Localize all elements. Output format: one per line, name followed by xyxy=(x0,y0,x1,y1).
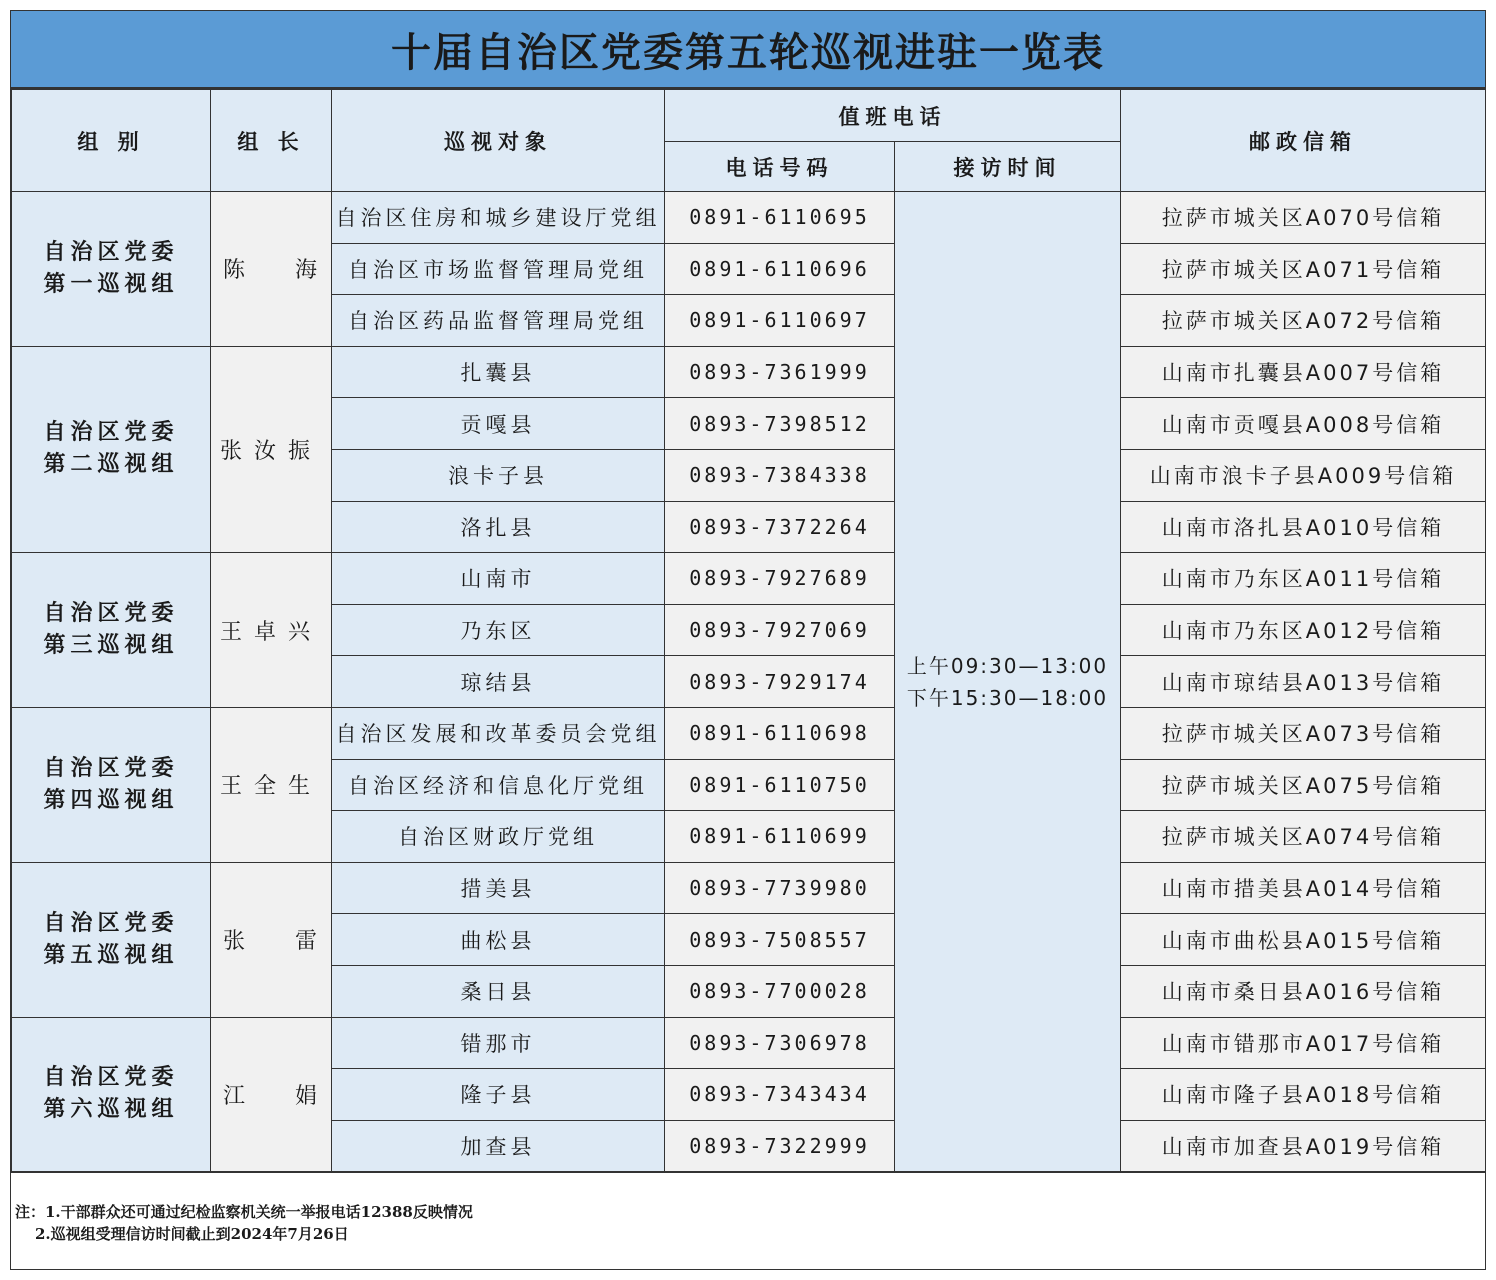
group-leader-char: 陈 xyxy=(223,258,246,284)
mailbox: 拉萨市城关区A072号信箱 xyxy=(1121,295,1486,347)
inspection-target: 措美县 xyxy=(332,862,665,914)
table-row xyxy=(12,707,1486,759)
group-name-line1: 自治区党委 xyxy=(43,910,179,936)
phone-number: 0893-7508557 xyxy=(665,914,895,966)
group-name-line2: 第一巡视组 xyxy=(43,271,179,297)
inspection-target: 加查县 xyxy=(332,1120,665,1172)
phone-number: 0893-7929174 xyxy=(665,656,895,708)
phone-number: 0893-7398512 xyxy=(665,398,895,450)
inspection-table xyxy=(11,89,1486,1172)
group-name-line2: 第三巡视组 xyxy=(43,633,179,659)
mailbox: 山南市浪卡子县A009号信箱 xyxy=(1121,449,1486,501)
inspection-target: 自治区住房和城乡建设厅党组 xyxy=(332,192,665,244)
mailbox: 山南市乃东区A012号信箱 xyxy=(1121,604,1486,656)
table-row xyxy=(12,553,1486,605)
group-leader: 王卓兴 xyxy=(211,553,332,708)
note-2: 2.巡视组受理信访时间截止到2024年7月26日 xyxy=(35,1225,349,1243)
group-leader xyxy=(211,862,332,1017)
header-visit-time: 接访时间 xyxy=(895,142,1121,192)
group-name-line1: 自治区党委 xyxy=(43,755,179,781)
group-name xyxy=(12,346,211,552)
mailbox: 山南市桑日县A016号信箱 xyxy=(1121,965,1486,1017)
phone-number: 0893-7739980 xyxy=(665,862,895,914)
group-name-line2: 第二巡视组 xyxy=(43,452,179,478)
mailbox: 山南市乃东区A011号信箱 xyxy=(1121,553,1486,605)
group-name xyxy=(12,862,211,1017)
group-leader-char: 雷 xyxy=(294,929,317,955)
group-leader: 张汝振 xyxy=(211,346,332,552)
header-leader: 组 长 xyxy=(211,90,332,192)
group-leader-char: 娟 xyxy=(294,1083,317,1109)
title-bar xyxy=(11,11,1485,89)
phone-number: 0893-7306978 xyxy=(665,1017,895,1069)
phone-number: 0891-6110699 xyxy=(665,811,895,863)
inspection-target: 自治区市场监督管理局党组 xyxy=(332,243,665,295)
phone-number: 0893-7927689 xyxy=(665,553,895,605)
phone-number: 0893-7343434 xyxy=(665,1069,895,1121)
mailbox: 拉萨市城关区A074号信箱 xyxy=(1121,811,1486,863)
phone-number: 0891-6110695 xyxy=(665,192,895,244)
inspection-target: 乃东区 xyxy=(332,604,665,656)
group-name-line1: 自治区党委 xyxy=(43,601,179,627)
phone-number: 0893-7384338 xyxy=(665,449,895,501)
mailbox: 山南市曲松县A015号信箱 xyxy=(1121,914,1486,966)
phone-number: 0891-6110698 xyxy=(665,707,895,759)
group-name xyxy=(12,707,211,862)
group-name xyxy=(12,553,211,708)
page-title: 十届自治区党委第五轮巡视进驻一览表 xyxy=(391,28,1105,76)
table-row xyxy=(12,346,1486,398)
table-row xyxy=(12,862,1486,914)
group-name xyxy=(12,192,211,347)
table-row xyxy=(12,192,1486,244)
group-leader-name xyxy=(211,253,331,284)
group-name-line1: 自治区党委 xyxy=(43,420,179,446)
header-group: 组 别 xyxy=(12,90,211,192)
mailbox: 山南市琼结县A013号信箱 xyxy=(1121,656,1486,708)
visit-time-morning: 上午09:30—13:00 xyxy=(906,653,1109,678)
mailbox: 山南市错那市A017号信箱 xyxy=(1121,1017,1486,1069)
mailbox: 拉萨市城关区A075号信箱 xyxy=(1121,759,1486,811)
inspection-target: 曲松县 xyxy=(332,914,665,966)
visit-time-afternoon: 下午15:30—18:00 xyxy=(906,685,1109,710)
group-name-line2: 第四巡视组 xyxy=(43,787,179,813)
inspection-target: 自治区经济和信息化厅党组 xyxy=(332,759,665,811)
phone-number: 0893-7372264 xyxy=(665,501,895,553)
group-name xyxy=(12,1017,211,1172)
inspection-target: 琼结县 xyxy=(332,656,665,708)
inspection-target: 贡嘎县 xyxy=(332,398,665,450)
group-leader: 王全生 xyxy=(211,707,332,862)
mailbox: 拉萨市城关区A071号信箱 xyxy=(1121,243,1486,295)
phone-number: 0893-7927069 xyxy=(665,604,895,656)
group-name-line1: 自治区党委 xyxy=(43,1065,179,1091)
document-frame xyxy=(10,10,1486,1270)
group-name-line1: 自治区党委 xyxy=(43,239,179,265)
header-phone-number: 电话号码 xyxy=(665,142,895,192)
phone-number: 0893-7700028 xyxy=(665,965,895,1017)
mailbox: 山南市隆子县A018号信箱 xyxy=(1121,1069,1486,1121)
group-leader xyxy=(211,192,332,347)
phone-number: 0893-7322999 xyxy=(665,1120,895,1172)
group-leader-char: 张 xyxy=(223,929,246,955)
header-duty-phone: 值班电话 xyxy=(665,90,1121,142)
note-1: 注：1.干部群众还可通过纪检监察机关统一举报电话12388反映情况 xyxy=(15,1203,473,1221)
table-body xyxy=(12,192,1486,1172)
inspection-target: 错那市 xyxy=(332,1017,665,1069)
group-name-line2: 第六巡视组 xyxy=(43,1097,179,1123)
mailbox: 山南市贡嘎县A008号信箱 xyxy=(1121,398,1486,450)
inspection-target: 自治区发展和改革委员会党组 xyxy=(332,707,665,759)
inspection-target: 桑日县 xyxy=(332,965,665,1017)
group-leader-char: 江 xyxy=(223,1083,246,1109)
inspection-target: 浪卡子县 xyxy=(332,449,665,501)
mailbox: 山南市加查县A019号信箱 xyxy=(1121,1120,1486,1172)
phone-number: 0891-6110696 xyxy=(665,243,895,295)
header-mailbox: 邮政信箱 xyxy=(1121,90,1486,192)
mailbox: 山南市洛扎县A010号信箱 xyxy=(1121,501,1486,553)
phone-number: 0893-7361999 xyxy=(665,346,895,398)
header-row-1 xyxy=(12,90,1486,142)
group-name-line2: 第五巡视组 xyxy=(43,942,179,968)
group-leader-name xyxy=(211,1079,331,1110)
mailbox: 拉萨市城关区A073号信箱 xyxy=(1121,707,1486,759)
inspection-target: 自治区财政厅党组 xyxy=(332,811,665,863)
table-row xyxy=(12,1017,1486,1069)
inspection-target: 洛扎县 xyxy=(332,501,665,553)
inspection-target: 自治区药品监督管理局党组 xyxy=(332,295,665,347)
mailbox: 山南市扎囊县A007号信箱 xyxy=(1121,346,1486,398)
notes xyxy=(11,1172,1485,1245)
inspection-target: 隆子县 xyxy=(332,1069,665,1121)
group-leader xyxy=(211,1017,332,1172)
inspection-target: 扎囊县 xyxy=(332,346,665,398)
mailbox: 拉萨市城关区A070号信箱 xyxy=(1121,192,1486,244)
mailbox: 山南市措美县A014号信箱 xyxy=(1121,862,1486,914)
group-leader-name xyxy=(211,924,331,955)
visit-time xyxy=(895,192,1121,1172)
group-leader-char: 海 xyxy=(294,258,317,284)
inspection-target: 山南市 xyxy=(332,553,665,605)
header-target: 巡视对象 xyxy=(332,90,665,192)
phone-number: 0891-6110750 xyxy=(665,759,895,811)
phone-number: 0891-6110697 xyxy=(665,295,895,347)
